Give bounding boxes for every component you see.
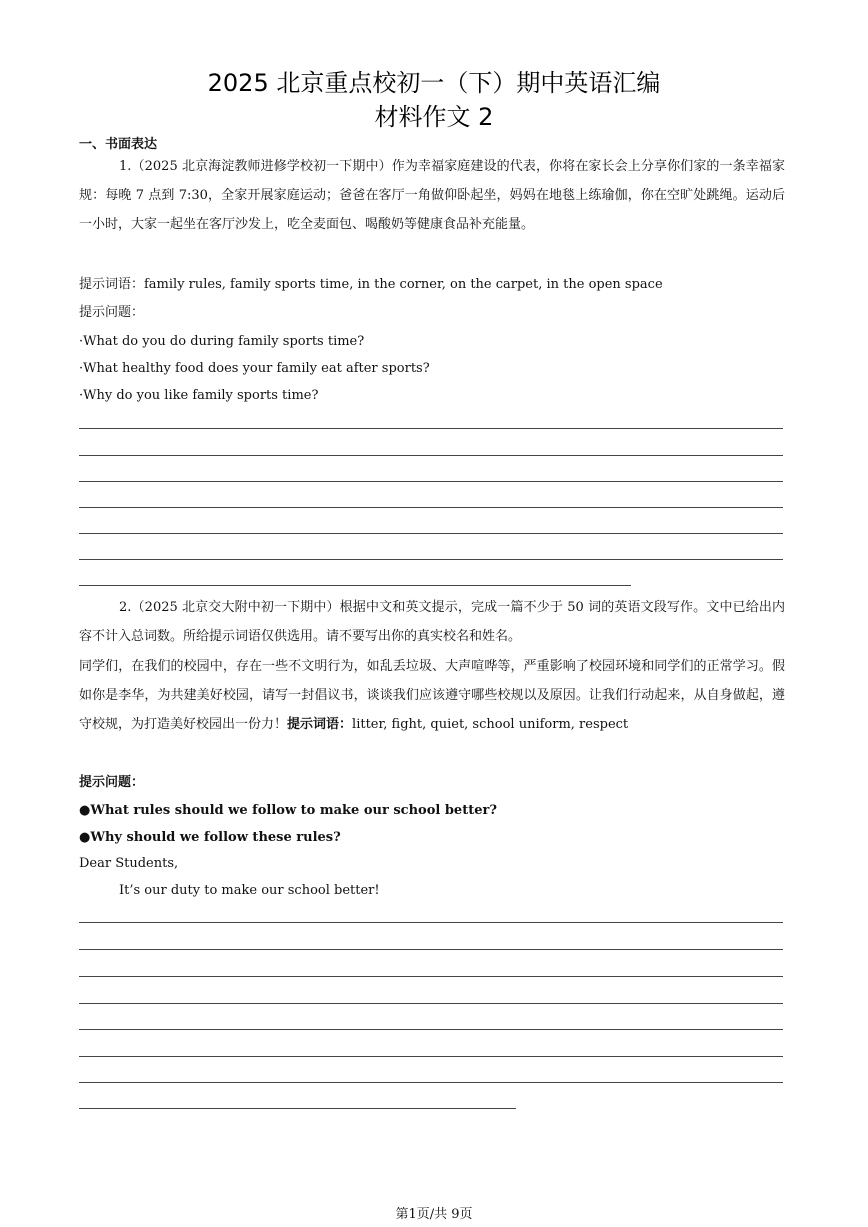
- answer-line-short: [79, 1108, 516, 1109]
- q2-question-1: ●What rules should we follow to make our school better?: [79, 803, 497, 818]
- q1-question-1: ·What do you do during family sports time?: [79, 334, 365, 349]
- q1-question-3: ·Why do you like family sports time?: [79, 388, 319, 403]
- document-title: 2025 北京重点校初一（下）期中英语汇编: [207, 69, 661, 97]
- answer-line: [79, 533, 783, 534]
- answer-line: [79, 481, 783, 482]
- section-heading: 一、书面表达: [79, 137, 158, 152]
- answer-line: [79, 507, 783, 508]
- answer-line-short: [79, 585, 631, 586]
- q2-hint-questions-label: 提示问题：: [79, 775, 145, 790]
- q2-body-text: 同学们，在我们的校园中，存在一些不文明行为，如乱丢垃圾、大声喧哗等，严重影响了校园环境和同学们的正常学习。假如你是李华，为共建美好校园，请写一封倡议书，谈谈我们应该遵守哪些校规以及原因。让我们行动起来，从自身做起，遵守校规，为打造美好校园出一份力！: [79, 659, 785, 732]
- q2-hint-words-label: 提示词语：: [287, 717, 353, 732]
- q2-hint-words: litter, fight, quiet, school uniform, respect: [352, 717, 629, 732]
- q1-prompt: 1.（2025 北京海淀教师进修学校初一下期中）作为幸福家庭建设的代表，你将在家长会上分享你们家的一条幸福家规：每晚 7 点到 7:30，全家开展家庭运动；爸爸在客厅一角做仰卧起坐，妈妈在地毯上练瑜伽，你在空旷处跳绳。运动后一小时，大家一起坐在客厅沙发上，吃全麦面包、喝酸奶等健康食品补充能量。: [79, 159, 785, 232]
- answer-line: [79, 1029, 783, 1030]
- answer-line: [79, 455, 783, 456]
- q2-body: [79, 652, 785, 739]
- q2-prompt: 2.（2025 北京交大附中初一下期中）根据中文和英文提示，完成一篇不少于 50 词的英语文段写作。文中已给出内容不计入总词数。所给提示词语仅供选用。请不要写出你的真实校名和姓名。: [79, 600, 785, 644]
- q2-salutation: Dear Students,: [79, 856, 179, 871]
- q1-hint-words: 提示词语：family rules, family sports time, in the corner, on the carpet, in the open space: [79, 277, 663, 292]
- q1-hint-questions-label: 提示问题：: [79, 305, 145, 320]
- q2-opening: It’s our duty to make our school better!: [119, 883, 380, 898]
- q2-question-2: ●Why should we follow these rules?: [79, 830, 341, 845]
- answer-line: [79, 1056, 783, 1057]
- answer-line: [79, 428, 783, 429]
- answer-line: [79, 949, 783, 950]
- answer-line: [79, 922, 783, 923]
- answer-line: [79, 1082, 783, 1083]
- answer-line: [79, 1003, 783, 1004]
- answer-line: [79, 976, 783, 977]
- q1-question-2: ·What healthy food does your family eat after sports?: [79, 361, 430, 376]
- answer-line: [79, 559, 783, 560]
- document-subtitle: 材料作文 2: [374, 103, 494, 131]
- page-number: 第1页/共 9页: [395, 1207, 473, 1222]
